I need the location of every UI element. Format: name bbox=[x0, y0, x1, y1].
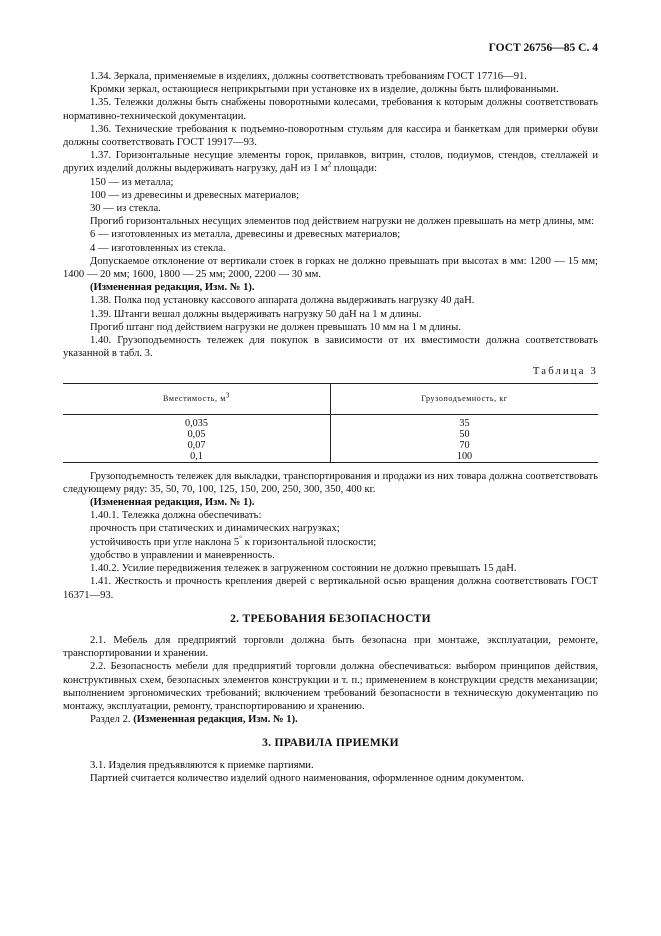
paragraph-1-37 bbox=[63, 149, 598, 175]
paragraph-1-36: 1.36. Технические требования к подъемно-поворотным стульям для кассира и банкеткам для примерки обуви должны соответствовать ГОСТ 19917—93. bbox=[63, 123, 598, 149]
handling-requirement: удобство в управлении и маневренность. bbox=[90, 549, 275, 561]
table-header-capacity-text: Вместимость, м bbox=[162, 394, 226, 404]
load-metal: 150 — из металла; bbox=[90, 176, 174, 188]
table-header-capacity bbox=[63, 383, 331, 414]
paragraph-1-41: 1.41. Жесткость и прочность крепления дверей с вертикальной осью вращения должна соответствовать ГОСТ 16371—93. bbox=[63, 576, 598, 601]
rod-deflection: Прогиб штанг под действием нагрузки не должен превышать 10 мм на 1 м длины. bbox=[90, 321, 461, 333]
stability-text: устойчивость при угле наклона 5 bbox=[90, 536, 240, 548]
stability-tail: к горизонтальной плоскости; bbox=[242, 536, 377, 548]
table-3 bbox=[63, 383, 598, 463]
paragraph-1-40: 1.40. Грузоподъемность тележек для покупок в зависимости от их вместимости должна соответствовать указанной в табл. 3. bbox=[63, 335, 598, 360]
body-text bbox=[63, 70, 598, 785]
paragraph-1-40-2: 1.40.2. Усилие передвижения тележек в загруженном состоянии не должно превышать 15 даН. bbox=[90, 563, 517, 575]
paragraph-1-35: 1.35. Тележки должны быть снабжены поворотными колесами, требования к которым должны соответствовать нормативно-технической документации. bbox=[63, 97, 598, 122]
section-2-revision-prefix: Раздел 2. bbox=[90, 714, 134, 726]
trolley-load-series: Грузоподъемность тележек для выкладки, транспортирования и продажи из них товара должна соответствовать следующему ряду: 35, 50, 70, 100, 125, 150, 200, 250, 300, 350, 400 кг. bbox=[63, 470, 598, 495]
load-glass: 30 — из стекла. bbox=[90, 203, 161, 215]
table-header-load: Грузоподъемность, кг bbox=[331, 383, 599, 414]
paragraph-mirror-edges: Кромки зеркал, остающиеся неприкрытыми при установке их в изделие, должны быть шлифованными. bbox=[90, 84, 559, 96]
table-cell-capacity: 0,035 bbox=[63, 414, 331, 429]
paragraph-1-37-sup: 2 bbox=[327, 160, 332, 169]
deflection-metal-wood: 6 — изготовленных из металла, древесины и древесных материалов; bbox=[90, 229, 401, 241]
document-page bbox=[63, 40, 598, 785]
section-2-revision bbox=[63, 713, 598, 726]
paragraph-1-39: 1.39. Штанги вешал должны выдерживать нагрузку 50 даН на 1 м длины. bbox=[90, 308, 422, 320]
stability-sup: ° bbox=[239, 534, 243, 543]
table-cell-load: 100 bbox=[331, 451, 599, 463]
table-row bbox=[63, 451, 598, 463]
table-cell-load: 35 bbox=[459, 417, 470, 429]
table-cell-load: 70 bbox=[459, 439, 470, 451]
stability-requirement bbox=[63, 536, 598, 549]
paragraph-batch-definition: Партией считается количество изделий одного наименования, оформленное одним документом. bbox=[90, 772, 524, 784]
table-row bbox=[63, 414, 598, 429]
paragraph-1-38: 1.38. Полка под установку кассового аппарата должна выдерживать нагрузку 40 даН. bbox=[90, 295, 475, 307]
revision-note-1: (Измененная редакция, Изм. № 1). bbox=[90, 282, 255, 294]
paragraph-1-37-text: 1.37. Горизонтальные несущие элементы горок, прилавков, витрин, столов, подиумов, стендов, стеллажей и других изделий должны выдерживать нагрузку, даН из 1 м bbox=[63, 150, 598, 175]
table-cell-load: 50 bbox=[459, 428, 470, 440]
section-3-title: 3. ПРАВИЛА ПРИЕМКИ bbox=[262, 737, 399, 750]
deflection-intro: Прогиб горизонтальных несущих элементов под действием нагрузки не должен превышать на метр длины, мм: bbox=[90, 216, 595, 228]
table-caption: Таблица 3 bbox=[532, 366, 598, 378]
table-cell-capacity: 0,07 bbox=[63, 440, 331, 451]
paragraph-1-40-1: 1.40.1. Тележка должна обеспечивать: bbox=[90, 510, 262, 522]
paragraph-2-1: 2.1. Мебель для предприятий торговли должна быть безопасна при монтаже, эксплуатации, ремонте, транспортировании и хранении. bbox=[63, 634, 598, 660]
deflection-glass: 4 — изготовленных из стекла. bbox=[90, 242, 226, 254]
paragraph-3-1: 3.1. Изделия предъявляются к приемке партиями. bbox=[90, 759, 314, 771]
table-header-capacity-sup: 3 bbox=[225, 391, 230, 400]
paragraph-2-2: 2.2. Безопасность мебели для предприятий торговли должна обеспечиваться: выбором принципов действия, конструктивных схем, безопасных элементов конструкции и т. п.; применением в конструкции средств механизации; выполнением эргономических требований; включением требований безопасности в техническую документацию по монтажу, эксплуатации, ремонту, транспортированию и хранению. bbox=[63, 661, 598, 712]
section-2-title: 2. ТРЕБОВАНИЯ БЕЗОПАСНОСТИ bbox=[230, 612, 431, 625]
vertical-deviation: Допускаемое отклонение от вертикали стоек в горках не должно превышать при высотах в мм: 1200 — 15 мм; 1400 — 20 мм; 1600, 1800 — 25 мм; 2000, 2200 — 30 мм. bbox=[63, 255, 598, 281]
load-wood: 100 — из древесины и древесных материалов; bbox=[90, 189, 300, 201]
section-2-revision-note: (Измененная редакция, Изм. № 1). bbox=[133, 714, 298, 726]
table-row bbox=[63, 429, 598, 440]
paragraph-1-37-tail: площади: bbox=[331, 163, 378, 175]
table-cell-capacity: 0,05 bbox=[63, 429, 331, 440]
table-cell-capacity: 0,1 bbox=[63, 451, 331, 463]
revision-note-2: (Измененная редакция, Изм. № 1). bbox=[90, 497, 255, 509]
table-row bbox=[63, 440, 598, 451]
paragraph-1-34: 1.34. Зеркала, применяемые в изделиях, должны соответствовать требованиям ГОСТ 17716—91. bbox=[90, 71, 527, 82]
strength-requirement: прочность при статических и динамических нагрузках; bbox=[90, 523, 340, 535]
page-header: ГОСТ 26756—85 С. 4 bbox=[488, 42, 598, 54]
